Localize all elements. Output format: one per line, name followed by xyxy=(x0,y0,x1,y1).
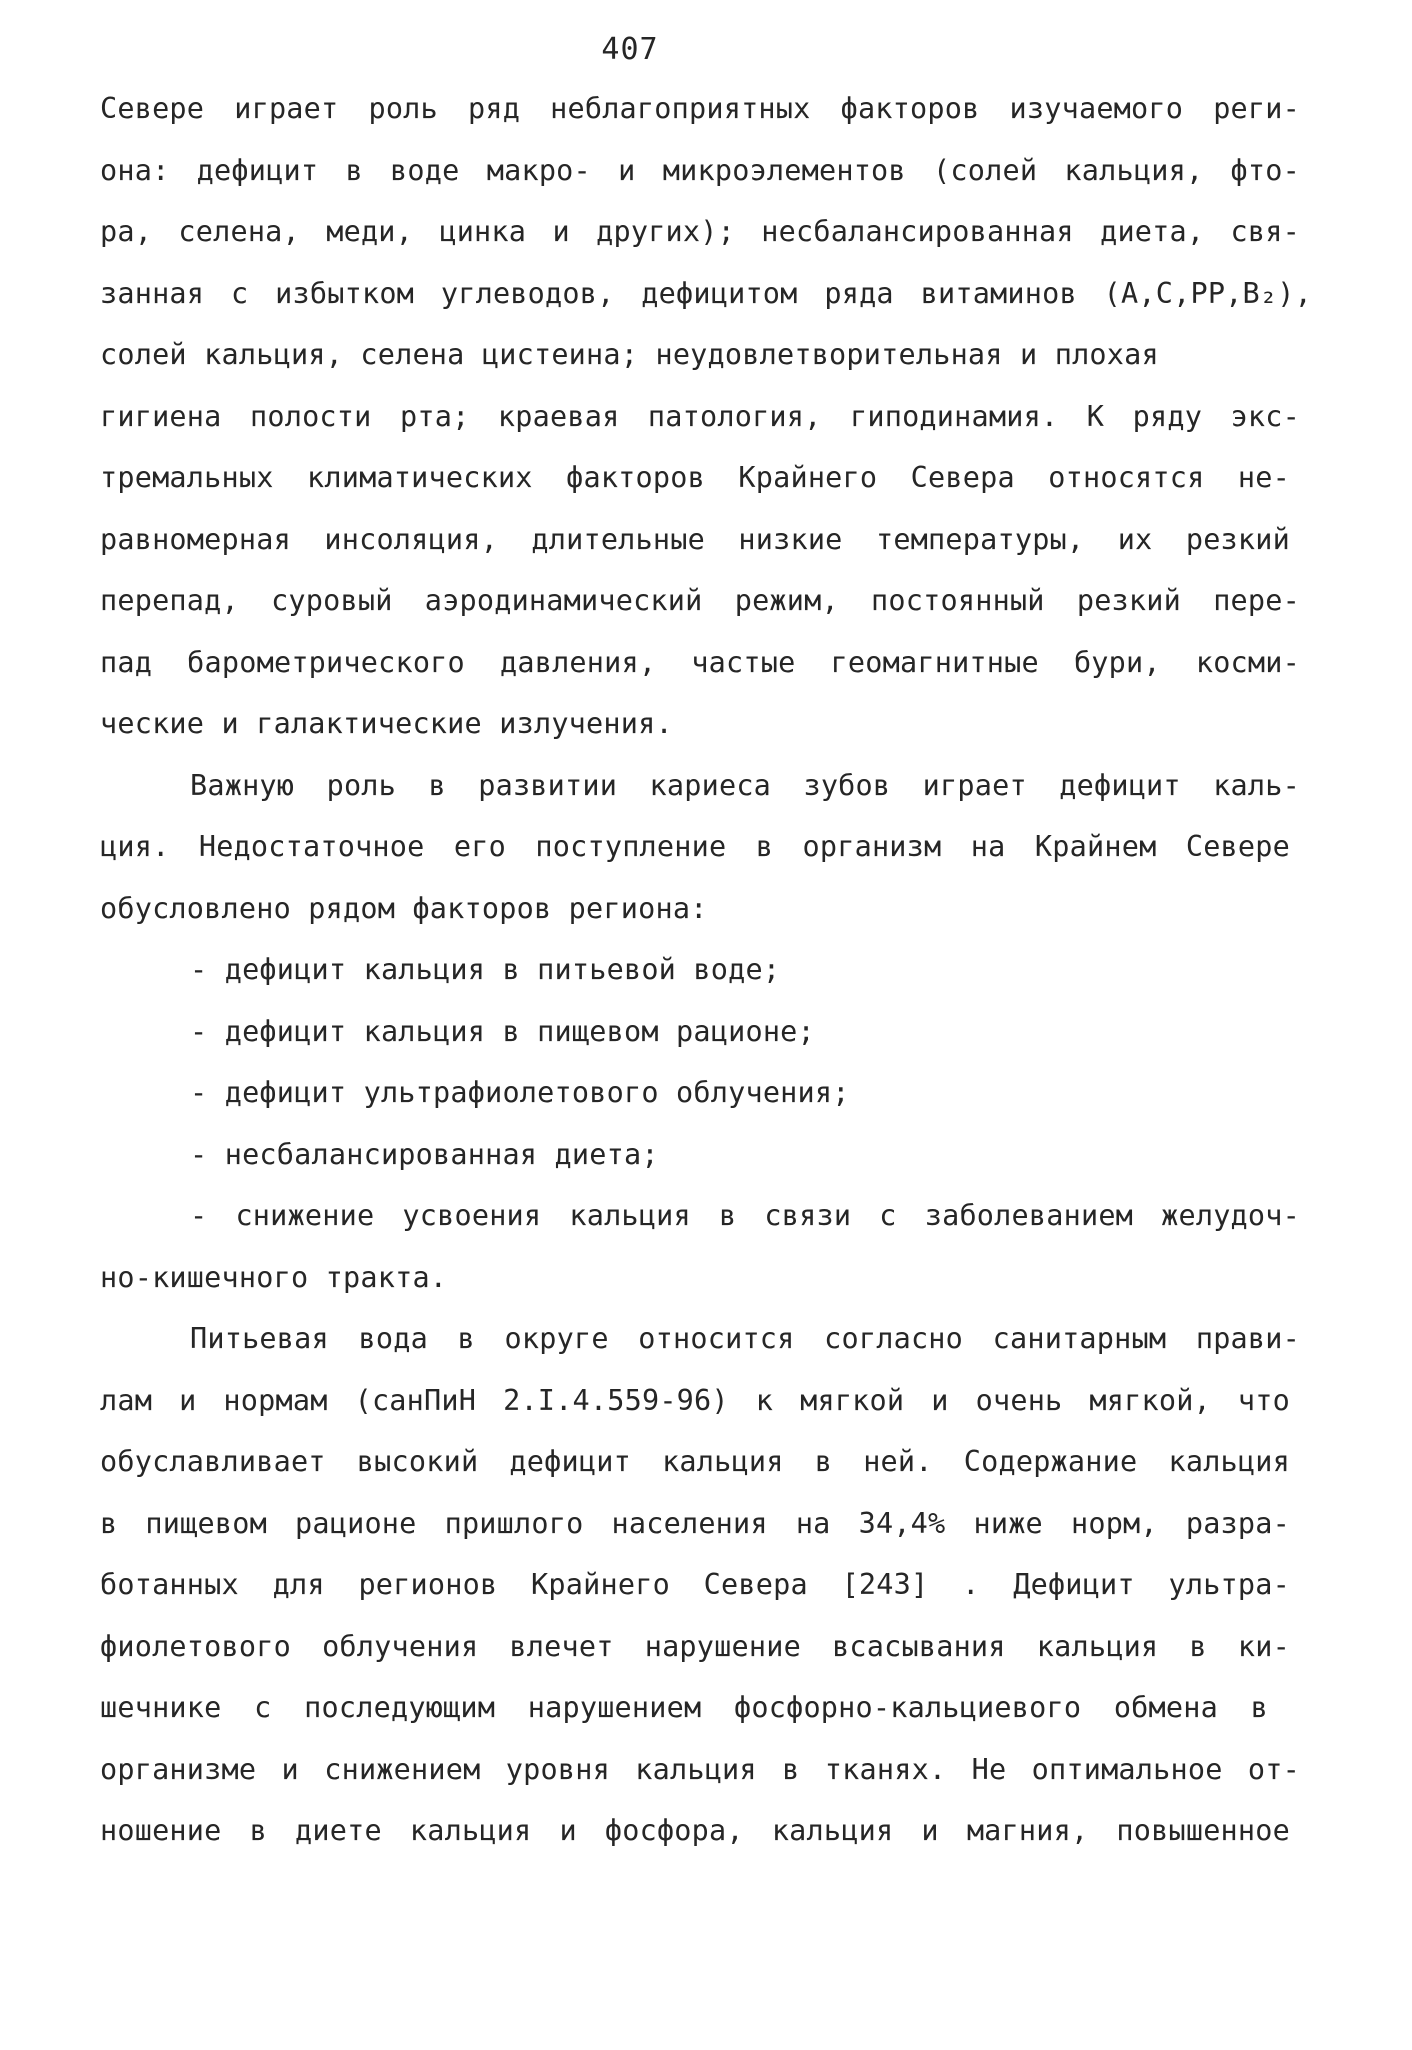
text-line: перепад, суровый аэродинамический режим, постоянный резкий пере- xyxy=(100,584,1300,617)
text-line: обусловлено рядом факторов региона: xyxy=(100,891,708,925)
paragraph-1 xyxy=(100,78,1312,755)
text-line: обуславливает высокий дефицит кальция в ней. Содержание кальция xyxy=(100,1445,1290,1478)
factor-list xyxy=(100,939,1300,1308)
list-item-continuation: но-кишечного тракта. xyxy=(100,1260,448,1294)
text-line: солей кальция, селена цистеина; неудовлетворительная и плохая xyxy=(100,338,1159,371)
list-item: - несбалансированная диета; xyxy=(190,1137,659,1171)
text-line: гигиена полости рта; краевая патология, гиподинамия. К ряду экс- xyxy=(100,399,1300,433)
text-line: равномерная инсоляция, длительные низкие температуры, их резкий xyxy=(100,522,1290,556)
page-number: 407 xyxy=(601,32,659,67)
text-line: ботанных для регионов Крайнего Севера [243] . Дефицит ультра- xyxy=(100,1568,1290,1601)
text-line: ношение в диете кальция и фосфора, кальция и магния, повышенное xyxy=(100,1814,1290,1847)
list-item: - дефицит кальция в питьевой воде; xyxy=(190,953,781,986)
list-item: - дефицит ультрафиолетового облучения; xyxy=(190,1076,850,1109)
text-line: ческие и галактические излучения. xyxy=(100,707,673,740)
document-body xyxy=(100,78,1312,1862)
text-line: шечнике с последующим нарушением фосфорно-кальциевого обмена в xyxy=(100,1691,1268,1724)
text-line: Севере играет роль ряд неблагоприятных факторов изучаемого реги- xyxy=(100,92,1300,125)
text-line: она: дефицит в воде макро- и микроэлементов (солей кальция, фто- xyxy=(100,153,1300,187)
text-line: ция. Недостаточное его поступление в организм на Крайнем Севере xyxy=(100,830,1290,863)
text-line: в пищевом рационе пришлого населения на 34,4% ниже норм, разра- xyxy=(100,1506,1290,1540)
text-line: пад барометрического давления, частые геомагнитные бури, косми- xyxy=(100,645,1300,679)
text-line: лам и нормам (санПиН 2.I.4.559-96) к мягкой и очень мягкой, что xyxy=(100,1383,1290,1417)
text-line: занная с избытком углеводов, дефицитом ряда витаминов (А,С,РР,В₂), xyxy=(100,276,1312,310)
text-line: Питьевая вода в округе относится согласно санитарным прави- xyxy=(190,1322,1300,1355)
text-line: организме и снижением уровня кальция в тканях. Не оптимальное от- xyxy=(100,1752,1300,1786)
list-item: - снижение усвоения кальция в связи с заболеванием желудоч- xyxy=(190,1199,1300,1232)
paragraph-2 xyxy=(100,755,1300,940)
list-item: - дефицит кальция в пищевом рационе; xyxy=(190,1014,815,1048)
text-line: ра, селена, меди, цинка и других); несбалансированная диета, свя- xyxy=(100,215,1300,248)
paragraph-3 xyxy=(100,1308,1300,1862)
text-line: тремальных климатических факторов Крайнего Севера относятся не- xyxy=(100,461,1290,494)
text-line: Важную роль в развитии кариеса зубов играет дефицит каль- xyxy=(190,768,1300,802)
text-line: фиолетового облучения влечет нарушение всасывания кальция в ки- xyxy=(100,1629,1290,1663)
